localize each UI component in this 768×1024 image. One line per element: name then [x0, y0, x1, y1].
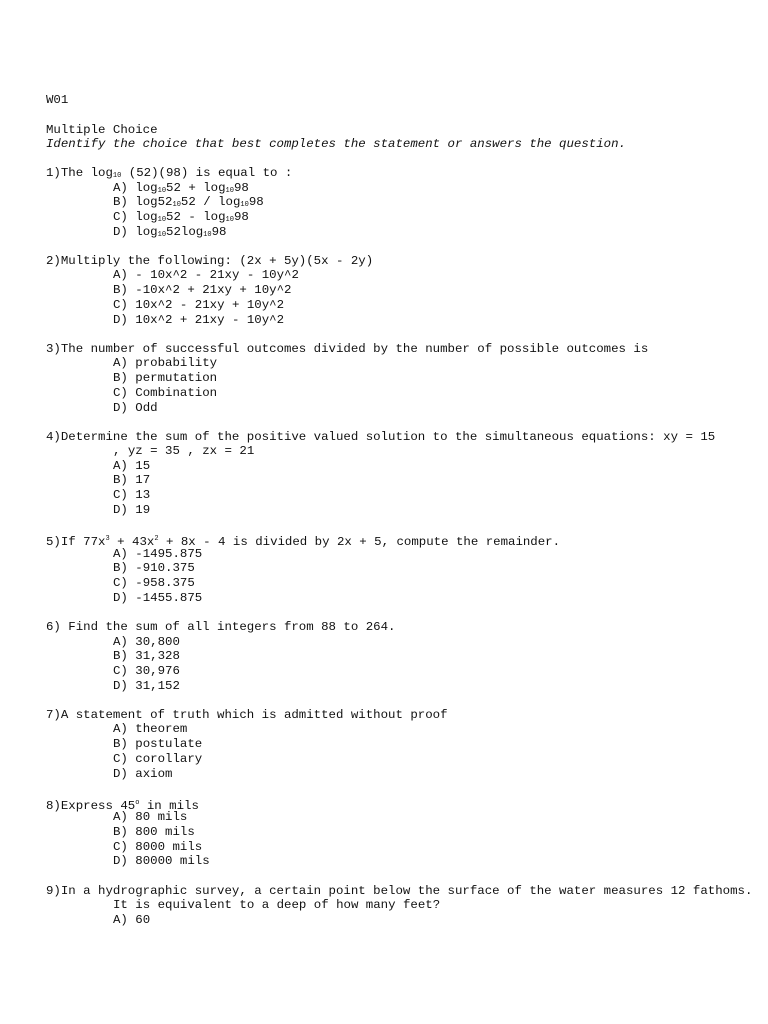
- question-6-option-d: D) 31,152: [113, 679, 180, 693]
- question-7-option-b: B) postulate: [113, 737, 203, 751]
- question-6-option-b: B) 31,328: [113, 649, 180, 663]
- question-1-stem: 1)The $\log_{10} (52)(98)$ is equal to :: [46, 166, 293, 180]
- question-8-option-d: D) 80000 mils: [113, 854, 210, 868]
- question-6-option-c: C) 30,976: [113, 664, 180, 678]
- question-9-stem: 9)In a hydrographic survey, a certain point below the surface of the water measures 12 fathoms.: [46, 884, 753, 898]
- question-4-option-b: B) 17: [113, 473, 151, 487]
- question-8-option-b: B) 800 mils: [113, 825, 195, 839]
- question-3-option-b: B) permutation: [113, 371, 218, 385]
- question-2-option-d: D) 10x^2 + 21xy - 10y^2: [113, 313, 285, 327]
- question-9-stem-continued: It is equivalent to a deep of how many feet?: [113, 898, 441, 912]
- question-1-option-b: B) $\log 52_{10}52 / \log_{10}98$: [113, 195, 264, 209]
- question-5-option-d: D) -1455.875: [113, 591, 203, 605]
- question-7-stem: 7)A statement of truth which is admitted without proof: [46, 708, 448, 722]
- question-1-option-c: C) $\log_{10}52 - \log_{10}98$: [113, 210, 249, 224]
- question-1-option-a: A) $\log_{10}52 + \log_{10}98$: [113, 181, 249, 195]
- question-3-option-a: A) probability: [113, 356, 218, 370]
- question-7-option-c: C) corollary: [113, 752, 203, 766]
- question-8-stem: 8)Express 45$^o$ in mils: [46, 799, 199, 813]
- question-4-stem-continued: , yz = 35 , zx = 21: [113, 444, 255, 458]
- question-7-option-a: A) theorem: [113, 722, 188, 736]
- question-8-option-a: A) 80 mils: [113, 810, 188, 824]
- document-code: W01: [46, 93, 69, 107]
- question-2-option-c: C) 10x^2 - 21xy + 10y^2: [113, 298, 285, 312]
- question-4-option-c: C) 13: [113, 488, 151, 502]
- question-3-option-c: C) Combination: [113, 386, 218, 400]
- question-2-option-a: A) - 10x^2 - 21xy - 10y^2: [113, 268, 299, 282]
- question-9-option-a: A) 60: [113, 913, 151, 927]
- question-4-stem: 4)Determine the sum of the positive valued solution to the simultaneous equations: xy = 15: [46, 430, 716, 444]
- question-5-option-a: A) -1495.875: [113, 547, 203, 561]
- question-6-stem: 6) Find the sum of all integers from 88 to 264.: [46, 620, 396, 634]
- question-8-option-c: C) 8000 mils: [113, 840, 203, 854]
- question-4-option-a: A) 15: [113, 459, 151, 473]
- question-6-option-a: A) 30,800: [113, 635, 180, 649]
- question-3-stem: 3)The number of successful outcomes divided by the number of possible outcomes is: [46, 342, 649, 356]
- question-1-option-d: D) $\log_{10}52\log_{10}98$: [113, 225, 227, 239]
- question-2-stem: 2)Multiply the following: (2x + 5y)(5x - 2y): [46, 254, 374, 268]
- instructions: Identify the choice that best completes the statement or answers the question.: [46, 137, 626, 151]
- question-3-option-d: D) Odd: [113, 401, 158, 415]
- section-title: Multiple Choice: [46, 123, 158, 137]
- question-5-stem: 5)If $77x^3 + 43x^2 + 8x - 4$ is divided by 2x + 5, compute the remainder.: [46, 535, 561, 549]
- question-2-option-b: B) -10x^2 + 21xy + 10y^2: [113, 283, 292, 297]
- question-4-option-d: D) 19: [113, 503, 151, 517]
- question-5-option-b: B) -910.375: [113, 561, 195, 575]
- question-5-option-c: C) -958.375: [113, 576, 195, 590]
- question-7-option-d: D) axiom: [113, 767, 173, 781]
